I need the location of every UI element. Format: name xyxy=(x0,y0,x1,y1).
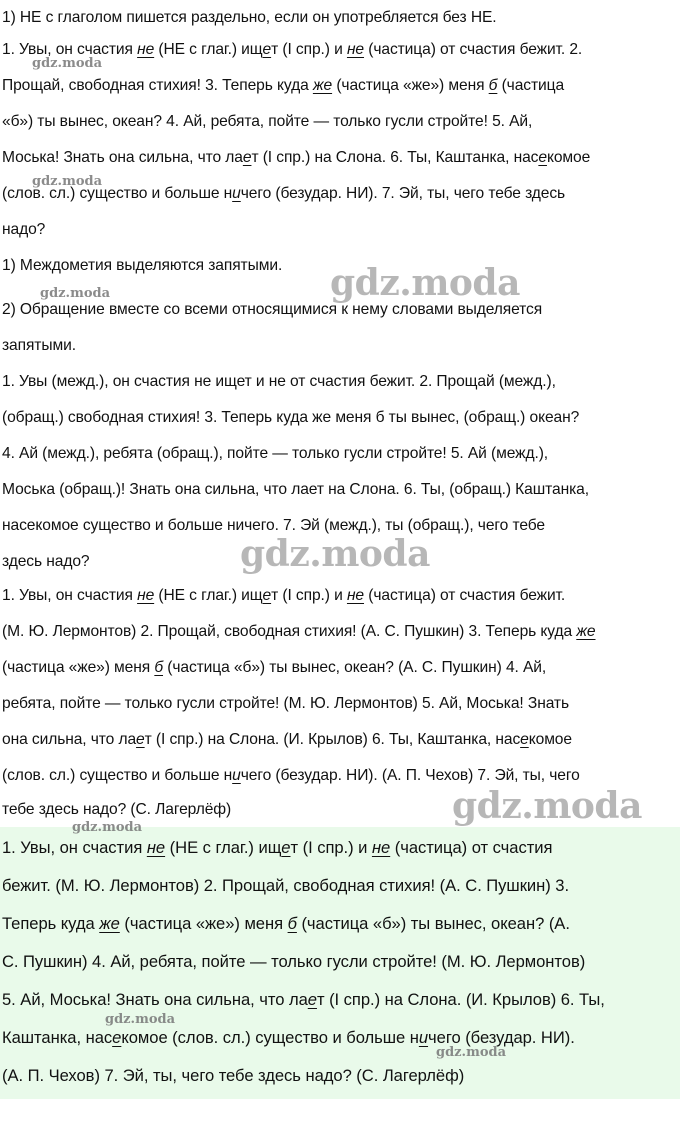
text-line xyxy=(2,952,585,972)
text-segment: чего (безудар. НИ). 7. Эй, ты, чего тебе здесь xyxy=(240,185,566,202)
text-segment: 1. Увы (межд.), он счастия не ищет и не от счастия бежит. 2. Прощай (межд.), xyxy=(2,373,556,390)
text-segment: (обращ.) свободная стихия! 3. Теперь куда же меня б ты вынес, (обращ.) океан? xyxy=(2,409,580,426)
underlined-letter: не xyxy=(137,587,155,604)
text-segment: т (I спр.) на Слона. 6. Ты, Каштанка, нас xyxy=(251,149,539,166)
watermark-logo: gdz.moda xyxy=(32,56,103,71)
text-segment: (НЕ с глаг.) ищ xyxy=(154,587,263,604)
underlined-letter: е xyxy=(281,838,291,857)
underlined-letter: и xyxy=(232,767,241,784)
text-line xyxy=(2,990,605,1010)
text-line xyxy=(2,876,569,896)
text-segment: (частица «б») ты вынес, океан? (А. xyxy=(296,914,570,933)
text-segment: 1. Увы, он счастия xyxy=(2,838,147,857)
text-line xyxy=(2,444,548,464)
text-segment: (М. Ю. Лермонтов) 2. Прощай, свободная стихия! (А. С. Пушкин) 3. Теперь куда xyxy=(2,623,577,640)
text-segment: Прощай, свободная стихия! 3. Теперь куда xyxy=(2,77,313,94)
underlined-letter: е xyxy=(136,731,145,748)
text-segment: Каштанка, нас xyxy=(2,1028,113,1047)
text-segment: комое (слов. сл.) существо и больше н xyxy=(121,1028,419,1047)
text-line xyxy=(2,408,579,428)
text-line xyxy=(2,8,497,28)
underlined-letter: е xyxy=(538,149,547,166)
text-segment: запятыми. xyxy=(2,337,76,354)
watermark-logo: gdz.moda xyxy=(32,174,103,189)
text-segment: 5. Ай, Моська! Знать она сильна, что ла xyxy=(2,990,308,1009)
text-line xyxy=(2,914,570,934)
underlined-letter: не xyxy=(146,838,166,857)
text-segment: она сильна, что ла xyxy=(2,731,137,748)
text-segment: комое xyxy=(546,149,591,166)
underlined-letter: е xyxy=(262,587,272,604)
text-line xyxy=(2,622,596,642)
text-line xyxy=(2,112,532,132)
text-segment: т (I спр.) и xyxy=(290,838,372,857)
text-line xyxy=(2,148,590,168)
underlined-letter: не xyxy=(371,838,391,857)
text-segment: С. Пушкин) 4. Ай, ребята, пойте — только гусли стройте! (М. Ю. Лермонтов) xyxy=(2,952,586,971)
text-segment: Моська! Знать она сильна, что ла xyxy=(2,149,243,166)
text-line xyxy=(2,730,572,750)
text-segment: 1) НЕ с глаголом пишется раздельно, если он употребляется без НЕ. xyxy=(2,9,497,26)
text-segment: 1. Увы, он счастия xyxy=(2,41,138,58)
text-segment: (слов. сл.) существо и больше н xyxy=(2,767,233,784)
underlined-letter: же xyxy=(312,77,333,94)
underlined-letter: е xyxy=(520,731,529,748)
text-line xyxy=(2,766,580,786)
underlined-letter: и xyxy=(418,1028,429,1047)
text-segment: 1) Междометия выделяются запятыми. xyxy=(2,257,283,274)
text-segment: т (I спр.) и xyxy=(271,587,347,604)
text-segment: (частица «б») ты вынес, океан? (А. С. Пушкин) 4. Ай, xyxy=(163,659,547,676)
text-line xyxy=(2,336,76,356)
text-segment: (А. П. Чехов) 7. Эй, ты, чего тебе здесь надо? (С. Лагерлёф) xyxy=(2,1066,465,1085)
text-line xyxy=(2,658,546,678)
text-line xyxy=(2,552,89,572)
text-line xyxy=(2,256,282,276)
text-segment: (НЕ с глаг.) ищ xyxy=(154,41,263,58)
underlined-letter: не xyxy=(346,587,365,604)
text-segment: (частица «же») меня xyxy=(119,914,288,933)
underlined-letter: б xyxy=(287,914,297,933)
text-segment: 4. Ай (межд.), ребята (обращ.), пойте — только гусли стройте! 5. Ай (межд.), xyxy=(2,445,549,462)
underlined-letter: б xyxy=(154,659,164,676)
text-line xyxy=(2,480,589,500)
watermark-logo: gdz.moda xyxy=(436,1045,507,1060)
text-line xyxy=(2,694,569,714)
underlined-letter: е xyxy=(242,149,252,166)
underlined-letter: не xyxy=(137,41,155,58)
watermark-logo: gdz.moda xyxy=(452,785,642,827)
text-line xyxy=(2,586,565,606)
underlined-letter: и xyxy=(232,185,241,202)
text-segment: чего (безудар. НИ). xyxy=(428,1028,575,1047)
text-segment: т (I спр.) и xyxy=(271,41,347,58)
text-segment: ребята, пойте — только гусли стройте! (М. Ю. Лермонтов) 5. Ай, Моська! Знать xyxy=(2,695,570,712)
text-segment: 1. Увы, он счастия xyxy=(2,587,138,604)
text-segment: (частица) от счастия бежит. 2. xyxy=(364,41,583,58)
underlined-letter: же xyxy=(99,914,120,933)
watermark-logo: gdz.moda xyxy=(105,1012,176,1027)
text-segment: Теперь куда xyxy=(2,914,100,933)
text-segment: тебе здесь надо? (С. Лагерлёф) xyxy=(2,801,232,818)
text-segment: (частица) от счастия бежит. xyxy=(364,587,566,604)
watermark-logo: gdz.moda xyxy=(330,262,520,304)
text-segment: здесь надо? xyxy=(2,553,90,570)
underlined-letter: е xyxy=(307,990,317,1009)
text-segment: 2) Обращение вместе со всеми относящимися к нему словами выделяется xyxy=(2,301,543,318)
text-line xyxy=(2,372,556,392)
underlined-letter: е xyxy=(112,1028,122,1047)
text-segment: (слов. сл.) существо и больше н xyxy=(2,185,233,202)
text-segment: надо? xyxy=(2,221,46,238)
text-segment: бежит. (М. Ю. Лермонтов) 2. Прощай, свободная стихия! (А. С. Пушкин) 3. xyxy=(2,876,570,895)
text-segment: т (I спр.) на Слона. (И. Крылов) 6. Ты, xyxy=(316,990,605,1009)
watermark-logo: gdz.moda xyxy=(240,533,430,575)
text-segment: т (I спр.) на Слона. (И. Крылов) 6. Ты, Каштанка, нас xyxy=(144,731,521,748)
underlined-letter: не xyxy=(346,41,365,58)
text-segment: комое xyxy=(528,731,572,748)
underlined-letter: е xyxy=(262,41,272,58)
text-line xyxy=(2,838,552,858)
watermark-logo: gdz.moda xyxy=(72,820,143,835)
text-segment: (частица) от счастия xyxy=(390,838,553,857)
text-line xyxy=(2,800,231,820)
underlined-letter: же xyxy=(576,623,596,640)
text-segment: (частица «же») меня xyxy=(332,77,489,94)
text-line xyxy=(2,220,45,240)
watermark-logo: gdz.moda xyxy=(40,286,111,301)
text-segment: «б») ты вынес, океан? 4. Ай, ребята, пойте — только гусли стройте! 5. Ай, xyxy=(2,113,533,130)
text-segment: (частица xyxy=(497,77,565,94)
text-segment: чего (безудар. НИ). (А. П. Чехов) 7. Эй, ты, чего xyxy=(240,767,580,784)
text-line xyxy=(2,1066,464,1086)
text-segment: насекомое существо и больше ничего. 7. Эй (межд.), ты (обращ.), чего тебе xyxy=(2,517,545,534)
text-segment: (НЕ с глаг.) ищ xyxy=(165,838,282,857)
text-segment: Моська (обращ.)! Знать она сильна, что лает на Слона. 6. Ты, (обращ.) Каштанка, xyxy=(2,481,589,498)
underlined-letter: б xyxy=(488,77,498,94)
text-line xyxy=(2,76,564,96)
text-segment: (частица «же») меня xyxy=(2,659,155,676)
